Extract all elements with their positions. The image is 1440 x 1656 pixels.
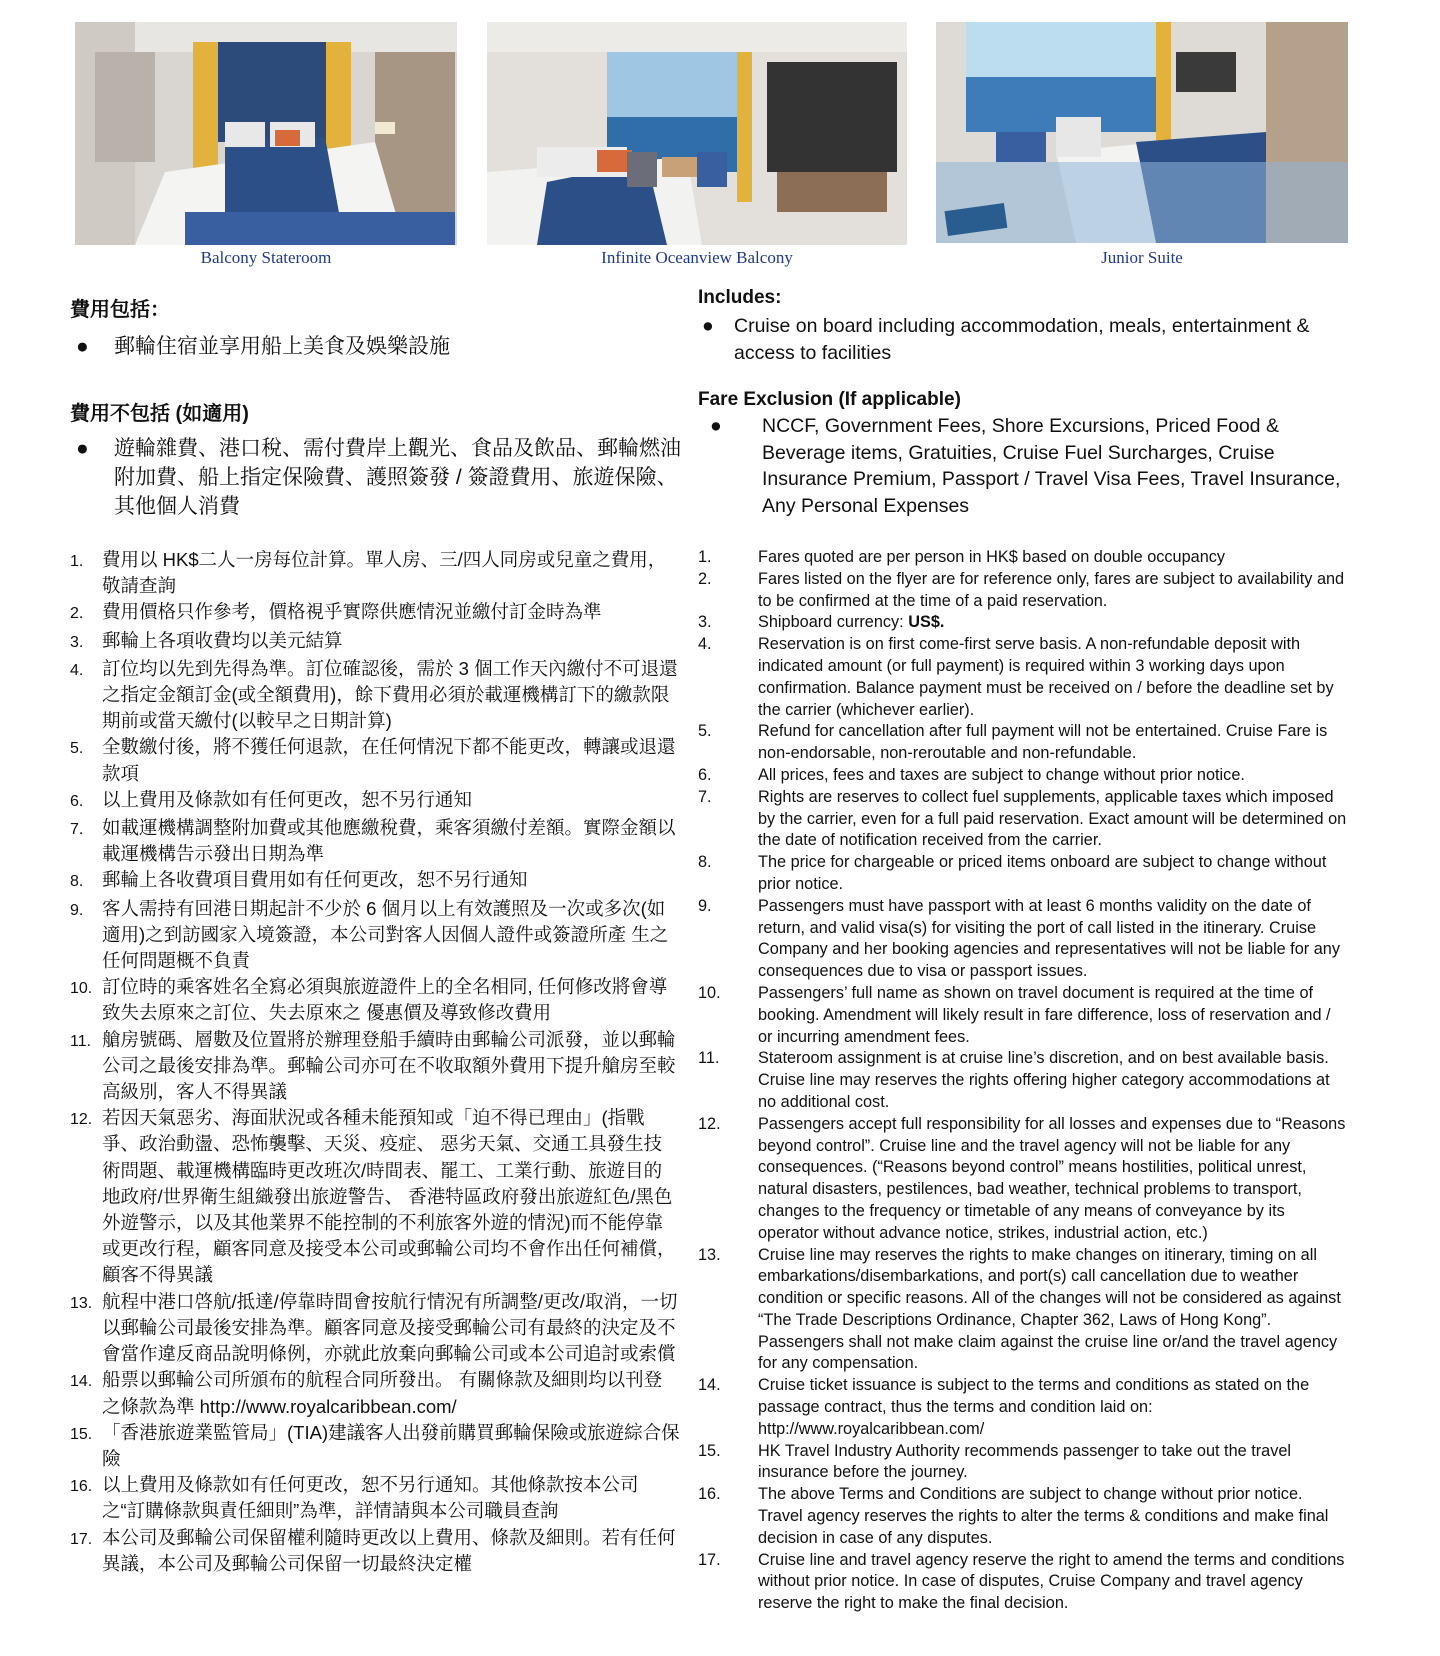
term-text	[758, 983, 1348, 1048]
term-number: 15.	[70, 1425, 93, 1443]
term-number: 13.	[70, 1294, 93, 1312]
term-text-body: 郵輪上各收費項目費用如有任何更改，恕不另行通知	[102, 869, 528, 891]
term-item	[698, 1375, 1348, 1440]
term-number: 14.	[70, 1373, 93, 1391]
term-text	[758, 569, 1348, 613]
term-text	[758, 1441, 1348, 1485]
term-item	[70, 628, 680, 656]
term-number: 9.	[698, 896, 712, 915]
term-text	[102, 896, 680, 975]
term-text-body: Stateroom assignment is at cruise line’s discretion, and on best available basis. Cruise line may reserves the rights offering higher category accommodations at no additional cost.	[758, 1049, 1330, 1111]
term-item	[698, 1441, 1348, 1485]
infinite-oceanview-photo	[487, 22, 907, 245]
term-text	[758, 1484, 1348, 1549]
term-number: 7.	[698, 787, 712, 806]
term-text	[102, 1472, 680, 1524]
exclusions-zh-item: ● 遊輪雜費、港口稅、需付費岸上觀光、食品及飲品、郵輪燃油附加費、船上指定保險費、護照簽發 / 簽證費用、旅遊保險、其他個人消費	[70, 434, 685, 521]
bullet-icon: ●	[76, 335, 89, 358]
term-number: 2.	[70, 605, 84, 623]
term-number: 5.	[698, 722, 712, 741]
term-item	[70, 599, 680, 627]
caption-junior-suite: Junior Suite	[1101, 248, 1183, 267]
term-item	[70, 787, 680, 815]
term-text-body: 如載運機構調整附加費或其他應繳稅費，乘客須繳付差額。實際金額以載運機構告示發出日期為準	[102, 817, 676, 865]
stateroom-photos	[0, 22, 1440, 272]
term-text-body: 若因天氣惡劣、海面狀況或各種未能預知或「迫不得已理由」(指戰爭、政治動盪、恐怖襲擊、天災、疫症、 惡劣天氣、交通工具發生技術問題、載運機構臨時更改班次/時間表、罷工、工業行動、旅遊目的地政府/世界衛生組織發出旅遊警告、 香港特區政府發出旅遊紅色/黑色外遊警示，以及其他業界不能控制的不利旅客外遊的情況)而不能停靠或更改行程，顧客同意及接受本公司或郵輪公司均不會作出任何補償，顧客不得異議	[102, 1107, 676, 1286]
term-item	[70, 974, 680, 1026]
term-text	[758, 1375, 1348, 1440]
term-text-body: The price for chargeable or priced items onboard are subject to change without prior notice.	[758, 853, 1327, 893]
term-text	[102, 1367, 680, 1419]
caption-balcony-stateroom: Balcony Stateroom	[200, 248, 332, 267]
term-item	[698, 765, 1348, 787]
term-number: 5.	[70, 740, 84, 758]
term-text	[102, 1525, 680, 1577]
term-text	[102, 628, 343, 656]
term-text-bold: US$.	[908, 613, 945, 632]
term-text-body: 費用以 HK$二人一房每位計算。單人房、三/四人同房或兒童之費用，敬請查詢	[102, 549, 667, 597]
term-item	[70, 1367, 680, 1419]
term-text	[102, 599, 602, 627]
term-text-body: Passengers’ full name as shown on travel document is required at the time of booking. Amendment will likely result in fare difference, loss of reservation and / or incurring amendment fees.	[758, 983, 1331, 1046]
exclusions-en-item: ● NCCF, Government Fees, Shore Excursions, Priced Food & Beverage items, Gratuities, Cruise Fuel Surcharges, Cruise Insurance Premium, Passport / Travel Visa Fees, Travel Insurance, Any Personal Expenses	[698, 413, 1348, 519]
terms-list-en	[698, 547, 1348, 1615]
term-item	[70, 1420, 680, 1472]
term-text-body: 客人需持有回港日期起計不少於 6 個月以上有效護照及一次或多次(如適用)之到訪國家入境簽證，本公司對客人因個人證件或簽證所產 生之任何問題概不負責	[102, 897, 669, 972]
includes-zh	[70, 293, 685, 361]
term-item	[698, 612, 1348, 634]
term-text-body: Cruise ticket issuance is subject to the terms and conditions as stated on the passage contract, thus the terms and condition laid on: http://www.royalcaribbean.com/	[758, 1376, 1310, 1438]
term-text-body: The above Terms and Conditions are subject to change without prior notice. Travel agency reserves the rights to alter the terms & conditions and make final decision in case of any disputes.	[758, 1485, 1329, 1547]
term-number: 8.	[70, 873, 84, 891]
caption-infinite-oceanview: Infinite Oceanview Balcony	[601, 248, 793, 267]
term-number: 7.	[70, 821, 84, 839]
term-text	[102, 1420, 680, 1472]
term-text-body: HK Travel Industry Authority recommends passenger to take out the travel insurance before the journey.	[758, 1441, 1292, 1482]
term-text-body: 訂位時的乘客姓名全寫必須與旅遊證件上的全名相同, 任何修改將會導致失去原來之訂位、失去原來之 優惠價及導致修改費用	[102, 976, 668, 1024]
term-text	[102, 815, 680, 867]
term-number: 4.	[698, 635, 712, 654]
term-number: 10.	[70, 980, 93, 998]
term-number: 17.	[698, 1550, 721, 1569]
term-text-body: Rights are reserves to collect fuel supplements, applicable taxes which imposed by the carrier, even for a full paid reservation. Exact amount will be determined on the date of notification received from the carrier.	[758, 787, 1347, 850]
term-text	[758, 1245, 1348, 1376]
term-number: 11.	[70, 1032, 92, 1050]
term-number: 8.	[698, 853, 712, 872]
term-item	[70, 815, 680, 867]
term-item	[698, 1550, 1348, 1615]
includes-en-title: Includes:	[698, 287, 782, 308]
term-number: 16.	[70, 1478, 93, 1496]
term-number: 14.	[698, 1376, 721, 1395]
term-item	[70, 547, 680, 599]
term-item	[70, 867, 680, 895]
term-text	[102, 734, 680, 786]
term-item	[698, 1048, 1348, 1113]
term-item	[698, 569, 1348, 613]
term-text	[758, 1048, 1348, 1113]
term-item	[70, 1525, 680, 1577]
term-text	[758, 547, 1225, 569]
term-item	[698, 1114, 1348, 1245]
term-item	[70, 1289, 680, 1368]
term-item	[70, 734, 680, 786]
term-text	[758, 1114, 1348, 1245]
term-text-body: Fares listed on the flyer are for reference only, fares are subject to availability and to be confirmed at the time of a paid reservation.	[758, 569, 1345, 610]
term-text-body: All prices, fees and taxes are subject to change without prior notice.	[758, 765, 1245, 784]
term-text	[102, 867, 528, 895]
exclusions-en-title: Fare Exclusion (If applicable)	[698, 389, 961, 410]
exclusions-zh	[70, 397, 685, 521]
term-text-body: Cruise line and travel agency reserve the right to amend the terms and conditions without prior notice. In case of disputes, Cruise Company and travel agency reserve the right to make the final decision.	[758, 1550, 1345, 1613]
term-item	[698, 1245, 1348, 1376]
term-text-body: 訂位均以先到先得為準。訂位確認後，需於 3 個工作天內繳付不可退還之指定金額訂金(或全額費用)，餘下費用必須於載運機構訂下的繳款限期前或當天繳付(以較早之日期計算)	[102, 657, 678, 732]
term-text-body: 航程中港口啓航/抵達/停靠時間會按航行情況有所調整/更改/取消，一切以郵輪公司最後安排為準。顧客同意及接受郵輪公司有最終的決定及不會當作違反商品說明條例，亦就此放棄向郵輪公司或本公司追討或索償	[102, 1290, 678, 1365]
term-text	[102, 1289, 680, 1368]
includes-zh-item: ● 郵輪住宿並享用船上美食及娛樂設施	[70, 332, 685, 361]
term-item	[698, 547, 1348, 569]
term-number: 17.	[70, 1530, 93, 1548]
term-text-body: Cruise line may reserves the rights to make changes on itinerary, timing on all embarkations/disembarkations, and port(s) call cancellation due to weather condition or specific reasons. All of the changes will not be considered as against “The Trade Descriptions Ordinance, Chapter 362, Laws of Hong Kong”. Passengers shall not make claim against the cruise line or/and the travel agency for any compensation.	[758, 1245, 1341, 1373]
term-text	[102, 547, 680, 599]
term-number: 1.	[70, 553, 84, 570]
term-number: 9.	[70, 901, 84, 919]
term-text-body: 郵輪上各項收費均以美元結算	[102, 629, 343, 651]
term-item	[70, 1027, 680, 1106]
term-number: 4.	[70, 661, 84, 679]
term-text	[102, 787, 472, 815]
term-number: 10.	[698, 983, 721, 1002]
term-text	[102, 1105, 680, 1288]
includes-zh-title: 費用包括：	[70, 299, 170, 321]
term-text	[102, 1027, 680, 1106]
term-text-body: Reservation is on first come-first serve basis. A non-refundable deposit with indicated amount (or full payment) is required within 3 working days upon confirmation. Balance payment must be received on / before the deadline set by the carrier (whichever earlier).	[758, 635, 1334, 719]
term-number: 13.	[698, 1245, 721, 1264]
bullet-icon: ●	[76, 437, 89, 460]
term-text	[758, 852, 1348, 896]
term-item	[698, 634, 1348, 721]
term-text-body: 以上費用及條款如有任何更改，恕不另行通知	[102, 788, 473, 810]
term-text-body: 船票以郵輪公司所頒布的航程合同所發出。 有關條款及細則均以刊登之條款為準 http://www.royalcaribbean.com/	[102, 1369, 663, 1417]
term-text	[758, 612, 944, 634]
term-item	[698, 1484, 1348, 1549]
term-text-body: Fares quoted are per person in HK$ based on double occupancy	[758, 548, 1226, 566]
term-item	[70, 1472, 680, 1524]
term-number: 6.	[70, 792, 84, 810]
term-text	[102, 974, 680, 1026]
balcony-stateroom-photo	[75, 22, 457, 245]
term-number: 11.	[698, 1049, 720, 1068]
term-number: 3.	[698, 613, 712, 632]
term-text	[758, 765, 1245, 787]
term-text-body: Refund for cancellation after full payment will not be entertained. Cruise Fare is non-endorsable, non-reroutable and non-refundable.	[758, 722, 1328, 763]
term-item	[698, 787, 1348, 852]
term-number: 16.	[698, 1485, 721, 1504]
includes-en	[698, 287, 1348, 366]
terms-list-zh	[70, 547, 680, 1577]
term-number: 2.	[698, 569, 712, 588]
term-item	[698, 983, 1348, 1048]
term-text	[758, 787, 1348, 852]
term-number: 12.	[70, 1111, 93, 1129]
term-number: 6.	[698, 765, 712, 784]
term-item	[698, 852, 1348, 896]
term-text-body: 本公司及郵輪公司保留權利隨時更改以上費用、條款及細則。若有任何異議，本公司及郵輪公司保留一切最終決定權	[102, 1526, 676, 1574]
term-text-body: Passengers must have passport with at least 6 months validity on the date of return, and valid visa(s) for visiting the port of call listed in the itinerary. Cruise Company and her booking agencies and representatives will not be liable for any consequences due to visa or passport issues.	[758, 896, 1340, 981]
term-number: 1.	[698, 548, 712, 566]
junior-suite-photo	[936, 22, 1348, 243]
term-text	[758, 634, 1348, 721]
term-number: 12.	[698, 1114, 721, 1133]
term-item	[70, 656, 680, 735]
term-number: 15.	[698, 1441, 721, 1460]
bullet-icon: ●	[702, 315, 714, 337]
term-text	[758, 896, 1348, 983]
term-item	[698, 721, 1348, 765]
bullet-icon: ●	[710, 415, 722, 437]
term-item	[698, 896, 1348, 983]
term-text-body: 艙房號碼、層數及位置將於辦理登船手續時由郵輪公司派發，並以郵輪公司之最後安排為準。郵輪公司亦可在不收取額外費用下提升艙房至較高級別，客人不得異議	[102, 1028, 676, 1103]
term-number: 3.	[70, 633, 84, 651]
term-text-body: 「香港旅遊業監管局」(TIA)建議客人出發前購買郵輪保險或旅遊綜合保險	[102, 1421, 680, 1469]
term-text-body: Passengers accept full responsibility for all losses and expenses due to “Reasons beyond control”. Cruise line and the travel agency will not be liable for any consequences. (“Reasons beyond control” means hostilities, political unrest, natural disasters, pestilences, bad weather, technical problems to transport, changes to the frequency or timetable of any means of conveyance by its operator without advance notice, strikes, industrial action, etc.)	[758, 1114, 1346, 1242]
exclusions-zh-title: 費用不包括 (如適用)	[70, 403, 249, 425]
term-item	[70, 1105, 680, 1288]
term-text-body: 費用價格只作參考，價格視乎實際供應情況並繳付訂金時為準	[102, 601, 602, 623]
term-text	[758, 721, 1348, 765]
term-text-body: 以上費用及條款如有任何更改，恕不另行通知。其他條款按本公司之“訂購條款與責任細則”為準，詳情請與本公司職員查詢	[102, 1474, 639, 1522]
term-text	[102, 656, 680, 735]
includes-en-item: ● Cruise on board including accommodation, meals, entertainment & access to facilities	[698, 313, 1348, 366]
term-text-body: 全數繳付後，將不獲任何退款，在任何情況下都不能更改，轉讓或退還款項	[102, 736, 676, 784]
exclusions-en	[698, 389, 1348, 519]
term-text-body: Shipboard currency:	[758, 613, 909, 632]
term-text	[758, 1550, 1348, 1615]
term-item	[70, 896, 680, 975]
